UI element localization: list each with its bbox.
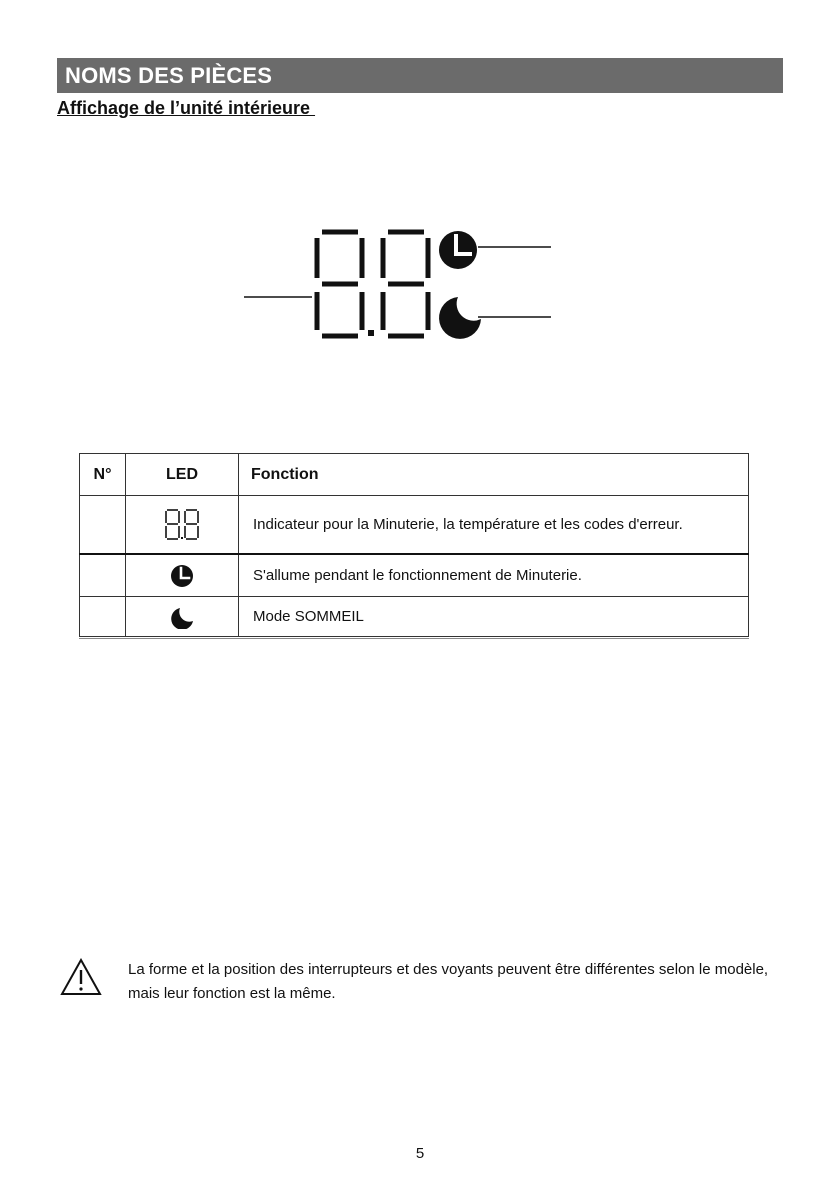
- function-text: Indicateur pour la Minuterie, la température et les codes d'erreur.: [239, 496, 749, 555]
- function-text: Mode SOMMEIL: [239, 597, 749, 637]
- warning-icon: [60, 958, 102, 996]
- note-line-2: mais leur fonction est la même.: [128, 985, 336, 1002]
- section-title: NOMS DES PIÈCES: [57, 58, 783, 93]
- seven-segment-digits-icon: [164, 508, 200, 542]
- function-text: S'allume pendant le fonctionnement de Minuterie.: [239, 554, 749, 597]
- table-row: [80, 597, 749, 637]
- page-number: 5: [415, 1145, 425, 1162]
- seven-segment-digits-icon: [317, 232, 428, 336]
- led-function-table: [79, 453, 749, 637]
- row-number: [80, 496, 126, 555]
- note-text: [128, 958, 788, 1006]
- note: [60, 958, 780, 1006]
- header-led: LED: [126, 454, 239, 496]
- header-function: Fonction: [239, 454, 749, 496]
- header-no: N°: [80, 454, 126, 496]
- led-cell: [126, 597, 239, 637]
- row-number: [80, 597, 126, 637]
- row-number: [80, 554, 126, 597]
- decimal-point: [368, 330, 374, 336]
- note-line-1: La forme et la position des interrupteurs et des voyants peuvent être différentes selon le modèle,: [128, 961, 769, 978]
- subtitle: Affichage de l’unité intérieure: [57, 98, 316, 118]
- table-row: [80, 554, 749, 597]
- led-cell: [126, 496, 239, 555]
- table-underline: [79, 638, 749, 639]
- clock-icon: [170, 564, 194, 588]
- table-row: [80, 496, 749, 555]
- moon-icon: [169, 605, 195, 629]
- clock-icon: [439, 231, 477, 269]
- display-diagram: [0, 0, 840, 420]
- led-cell: [126, 554, 239, 597]
- moon-icon: [439, 297, 481, 339]
- table-header-row: [80, 454, 749, 496]
